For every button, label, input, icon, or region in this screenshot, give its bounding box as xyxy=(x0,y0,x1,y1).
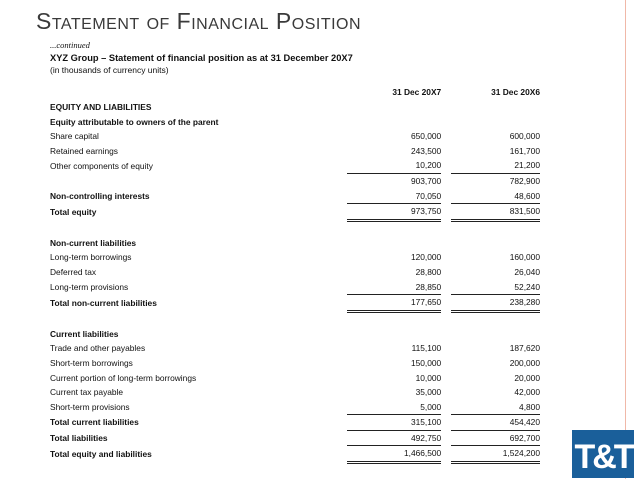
slide-title: Statement of Financial Position xyxy=(36,8,362,34)
tt-logo-text: T&T xyxy=(574,438,632,476)
table-row xyxy=(50,356,540,371)
document-header xyxy=(50,40,550,75)
value-20x6: 200,000 xyxy=(509,357,540,368)
value-20x6: 161,700 xyxy=(509,145,540,156)
table-row xyxy=(50,265,540,280)
row-label: Total current liabilities xyxy=(50,417,139,428)
table-row xyxy=(50,385,540,400)
table-row xyxy=(50,280,540,295)
total-row xyxy=(50,415,540,431)
value-20x7: 28,850 xyxy=(415,281,442,292)
table-row xyxy=(50,341,540,356)
value-20x7: 115,100 xyxy=(411,343,442,354)
value-20x6: 782,900 xyxy=(451,173,540,188)
subtotal-row xyxy=(50,173,540,188)
statement-title: XYZ Group – Statement of financial position as at 31 December 20X7 xyxy=(50,53,353,63)
value-20x6: 187,620 xyxy=(509,343,540,354)
table-row xyxy=(50,250,540,265)
value-20x7: 10,000 xyxy=(415,372,442,383)
table-row xyxy=(50,400,540,415)
value-20x7: 1,466,500 xyxy=(347,446,441,463)
value-20x6: 831,500 xyxy=(451,204,540,221)
continued-label: ...continued xyxy=(50,40,90,50)
row-label: Long-term borrowings xyxy=(50,252,132,263)
row-label: Short-term provisions xyxy=(50,401,130,412)
value-20x7: 150,000 xyxy=(410,357,442,368)
value-20x6: 4,800 xyxy=(519,401,540,412)
value-20x6: 454,420 xyxy=(451,415,540,431)
row-label: Total non-current liabilities xyxy=(50,297,157,308)
table-row xyxy=(50,158,540,173)
value-20x7: 70,050 xyxy=(415,190,442,201)
value-20x7: 10,200 xyxy=(415,160,442,171)
value-20x7: 5,000 xyxy=(420,401,442,412)
row-label: Retained earnings xyxy=(50,145,118,156)
row-label: EQUITY AND LIABILITIES xyxy=(50,102,152,112)
total-row xyxy=(50,295,540,312)
value-20x6: 26,040 xyxy=(514,266,540,277)
row-label xyxy=(50,173,347,188)
total-row xyxy=(50,204,540,221)
value-20x6: 1,524,200 xyxy=(451,446,540,463)
units-note: (in thousands of currency units) xyxy=(50,65,169,75)
value-20x6: 52,240 xyxy=(514,281,540,292)
value-20x7: 120,000 xyxy=(410,252,442,263)
table-row xyxy=(50,129,540,144)
section-heading-row xyxy=(50,100,540,115)
value-20x6: 160,000 xyxy=(509,252,540,263)
table-row xyxy=(50,144,540,159)
value-20x6: 20,000 xyxy=(514,372,540,383)
table-header-row xyxy=(50,84,540,100)
value-20x7: 28,800 xyxy=(415,266,442,277)
value-20x6: 48,600 xyxy=(514,190,540,201)
row-label: Deferred tax xyxy=(50,266,97,277)
row-label: Equity attributable to owners of the parent xyxy=(50,116,219,127)
tt-logo-mark xyxy=(572,430,634,478)
value-20x7: 35,000 xyxy=(415,387,442,398)
column-header-20x7: 31 Dec 20X7 xyxy=(392,87,442,97)
value-20x6: 600,000 xyxy=(509,131,540,142)
subsection-heading-row xyxy=(50,115,540,130)
value-20x6: 692,700 xyxy=(451,430,540,446)
value-20x6: 42,000 xyxy=(514,387,540,398)
row-label: Long-term provisions xyxy=(50,281,129,292)
row-label: Share capital xyxy=(50,131,99,142)
table-row xyxy=(50,189,540,204)
row-label: Total liabilities xyxy=(50,432,108,443)
value-20x7: 177,650 xyxy=(347,295,441,312)
value-20x7: 315,100 xyxy=(347,415,441,431)
row-label: Other components of equity xyxy=(50,160,153,171)
slide-border-line xyxy=(625,0,626,479)
value-20x7: 903,700 xyxy=(347,173,441,188)
row-label: Total equity and liabilities xyxy=(50,448,152,459)
total-row xyxy=(50,430,540,446)
value-20x7: 650,000 xyxy=(410,131,442,142)
tt-logo xyxy=(572,430,634,478)
row-label: Trade and other payables xyxy=(50,343,146,354)
section-heading-row xyxy=(50,236,540,251)
row-label: Current liabilities xyxy=(50,328,119,339)
value-20x6: 238,280 xyxy=(451,295,540,312)
row-label: Total equity xyxy=(50,206,97,217)
table-row xyxy=(50,371,540,386)
section-heading-row xyxy=(50,327,540,342)
row-label: Non-controlling interests xyxy=(50,190,150,201)
value-20x7: 243,500 xyxy=(410,145,442,156)
value-20x7: 973,750 xyxy=(347,204,441,221)
value-20x6: 21,200 xyxy=(514,160,540,171)
grand-total-row xyxy=(50,446,540,463)
row-label: Non-current liabilities xyxy=(50,237,137,248)
value-20x7: 492,750 xyxy=(347,430,441,446)
row-label: Current tax payable xyxy=(50,387,124,398)
row-label: Short-term borrowings xyxy=(50,357,133,368)
column-header-20x6: 31 Dec 20X6 xyxy=(491,87,540,97)
row-label: Current portion of long-term borrowings xyxy=(50,372,197,383)
financial-statement-table xyxy=(50,84,540,464)
